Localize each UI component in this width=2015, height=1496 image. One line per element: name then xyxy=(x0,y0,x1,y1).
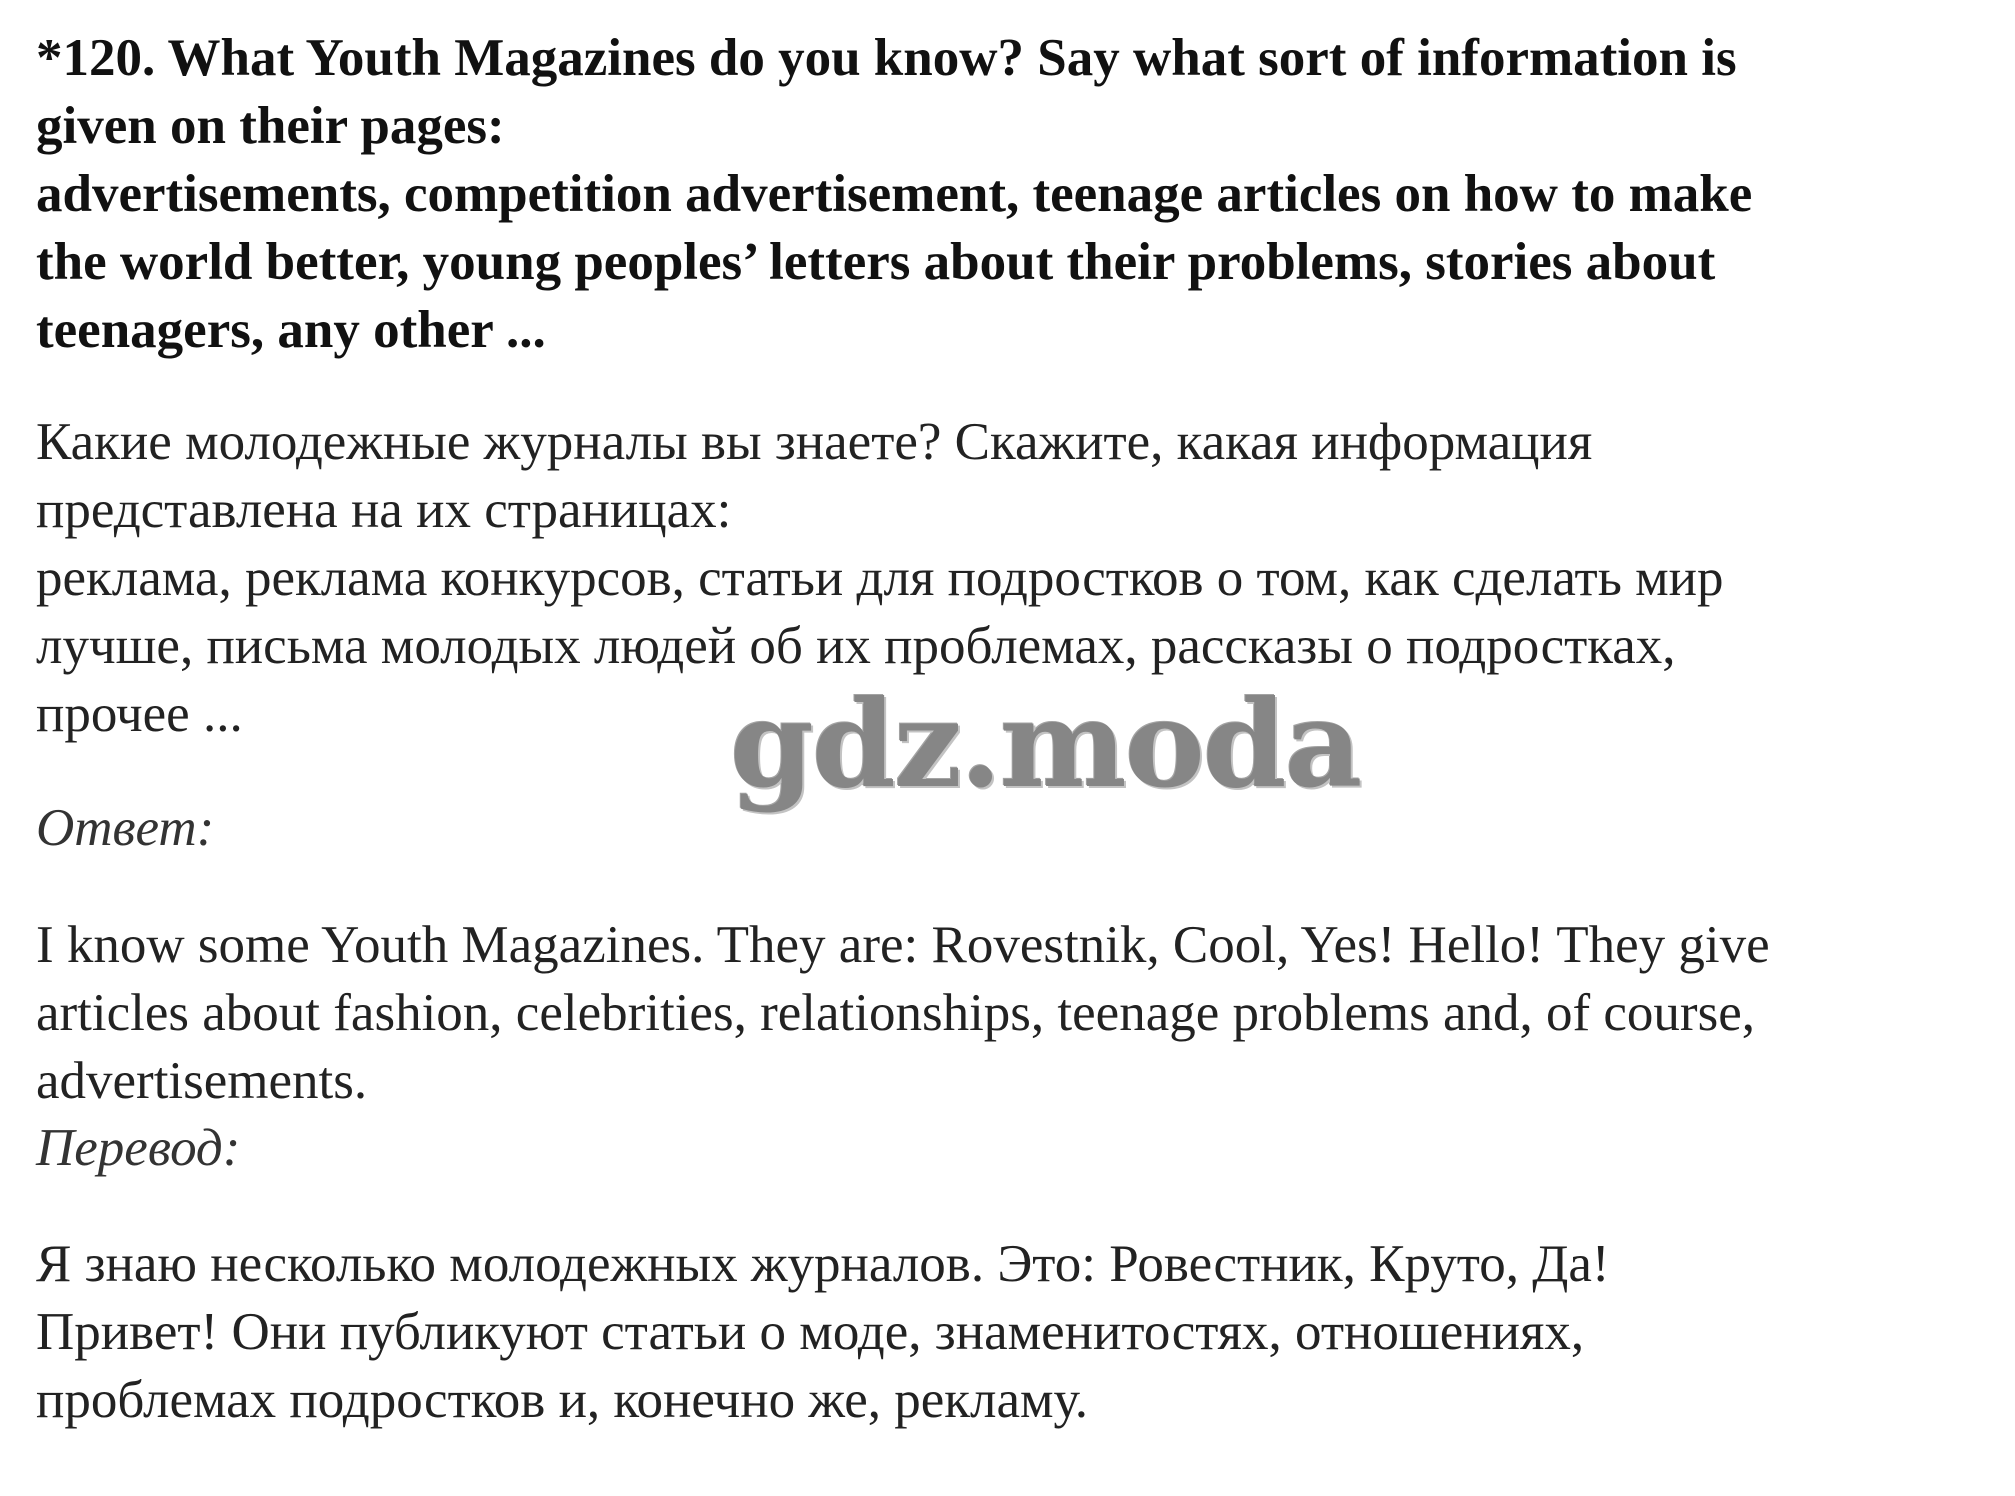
task-heading xyxy=(36,24,1996,364)
watermark-logo: gdz.moda xyxy=(730,674,1361,815)
answer-line: I know some Youth Magazines. They are: Rovestnik, Cool, Yes! Hello! They give xyxy=(36,916,1770,974)
translation-label: Перевод: xyxy=(36,1119,241,1177)
answer-line: articles about fashion, celebrities, relationships, teenage problems and, of course, xyxy=(36,984,1755,1042)
translation-text xyxy=(36,1230,1996,1434)
task-ru-line: прочее ... xyxy=(36,685,243,743)
answer-label: Ответ: xyxy=(36,799,215,857)
translation-line: Я знаю несколько молодежных журналов. Это: Ровестник, Круто, Да! xyxy=(36,1235,1610,1293)
translation-line: Привет! Они публикуют статьи о моде, знаменитостях, отношениях, xyxy=(36,1303,1585,1361)
task-line: advertisements, competition advertisement, teenage articles on how to make xyxy=(36,165,1753,223)
task-line: teenagers, any other ... xyxy=(36,301,546,359)
task-ru-line: Какие молодежные журналы вы знаете? Скажите, какая информация xyxy=(36,413,1593,471)
answer-line: advertisements. xyxy=(36,1052,368,1110)
task-line: *120. What Youth Magazines do you know? Say what sort of information is xyxy=(36,29,1737,87)
task-line: the world better, young peoples’ letters about their problems, stories about xyxy=(36,233,1716,291)
task-ru-line: реклама, реклама конкурсов, статьи для подростков о том, как сделать мир xyxy=(36,549,1724,607)
task-ru-line: лучше, письма молодых людей об их проблемах, рассказы о подростках, xyxy=(36,617,1676,675)
task-ru-line: представлена на их страницах: xyxy=(36,481,732,539)
translation-line: проблемах подростков и, конечно же, рекламу. xyxy=(36,1371,1089,1429)
task-line: given on their pages: xyxy=(36,97,505,155)
answer-text xyxy=(36,911,1996,1115)
